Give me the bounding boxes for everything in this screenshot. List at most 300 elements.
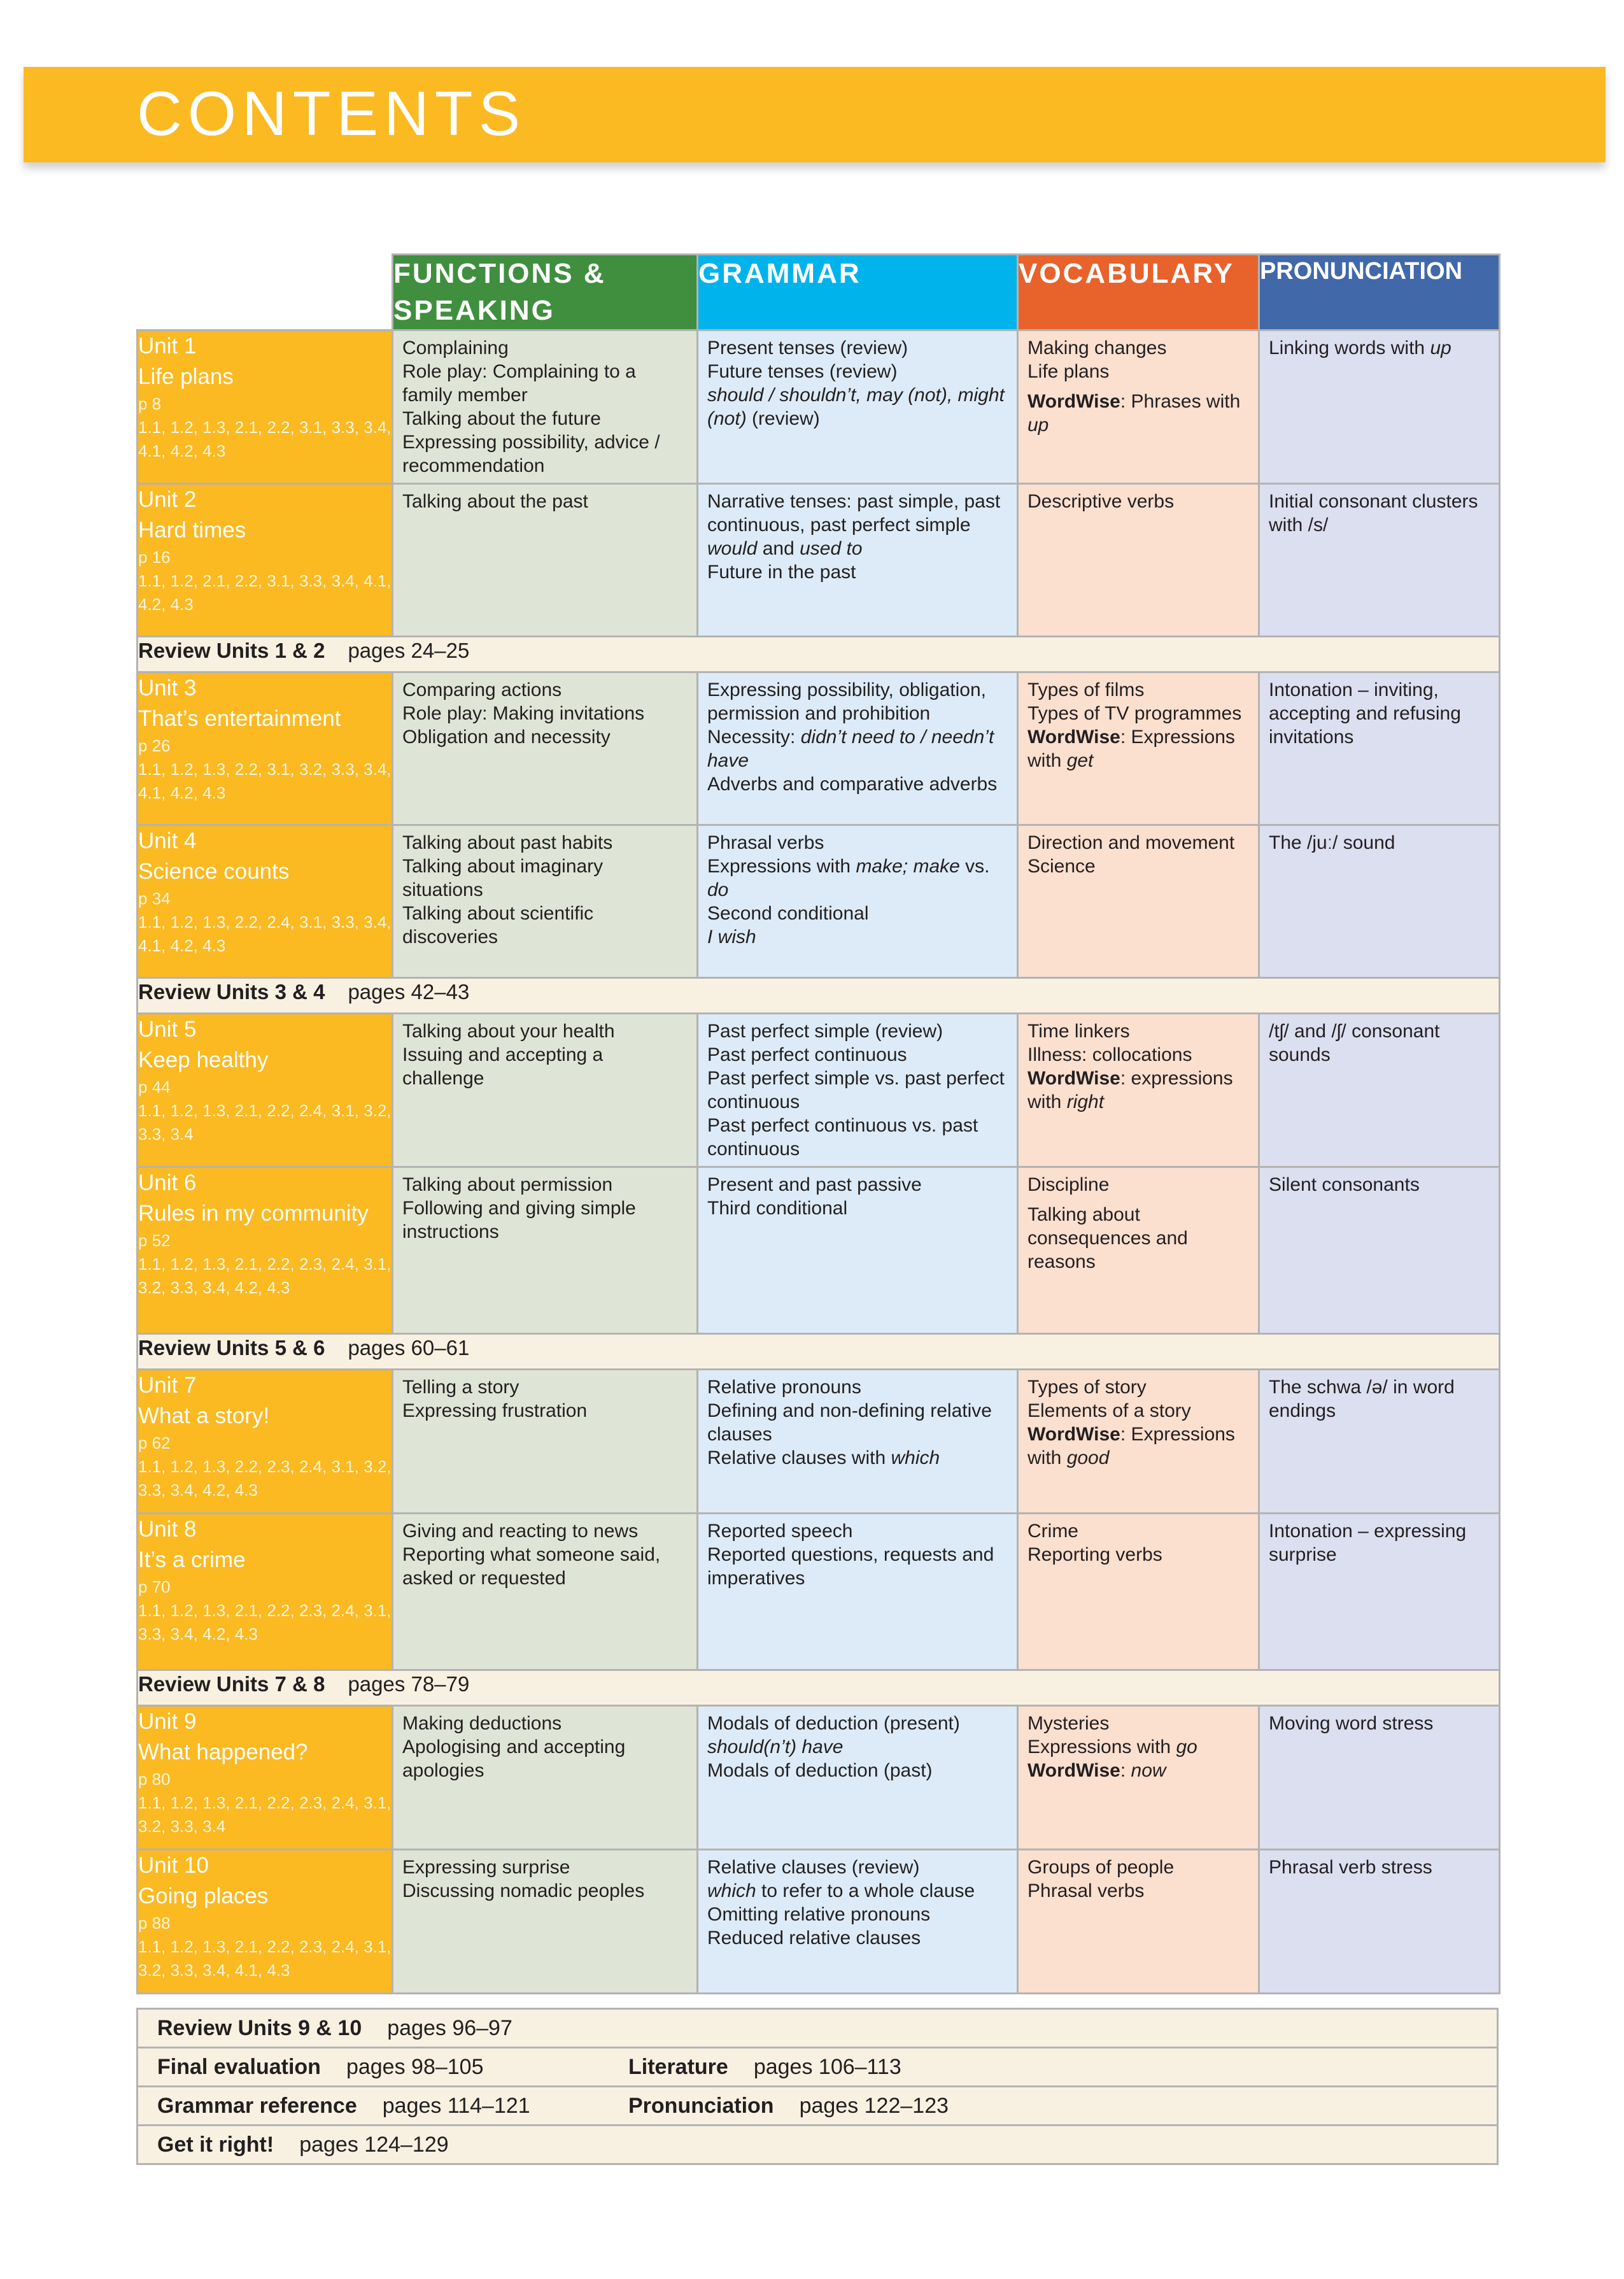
vocabulary-cell xyxy=(1018,1514,1259,1670)
unit-refs: 1.1, 1.2, 1.3, 2.2, 2.3, 2.4, 3.1, 3.2, 3.3, 3.4, 4.2, 4.3 xyxy=(138,1457,392,1500)
functions-entries xyxy=(393,1168,696,1249)
vocabulary-entries xyxy=(1019,331,1258,442)
functions-entry: Reporting what someone said, asked or requested xyxy=(402,1544,661,1589)
pronunciation-entries xyxy=(1260,485,1499,542)
vocabulary-entry xyxy=(1027,1759,1249,1782)
pronunciation-cell xyxy=(1259,1370,1500,1514)
unit-refs: 1.1, 1.2, 1.3, 2.1, 2.2, 2.3, 2.4, 3.1, 3.2, 3.3, 3.4, 4.2, 4.3 xyxy=(138,1254,392,1297)
review-label: Review Units 5 & 6 xyxy=(138,1336,325,1360)
functions-entry: Talking about the future xyxy=(402,408,601,429)
grammar-entry: Future in the past xyxy=(707,562,856,583)
functions-entry: Complaining xyxy=(402,337,509,359)
vocabulary-entry: Phrasal verbs xyxy=(1027,1880,1145,1901)
vocabulary-entry-part: now xyxy=(1131,1760,1166,1781)
grammar-entry: Past perfect simple vs. past perfect continuous xyxy=(707,1068,1005,1112)
review-pages: pages 78–79 xyxy=(348,1672,470,1696)
functions-entry: Role play: Making invitations xyxy=(402,703,645,724)
footer-cell xyxy=(138,2126,1498,2164)
vocabulary-cell xyxy=(1018,1370,1259,1514)
unit-page: p 16 xyxy=(138,548,171,567)
unit-page: p 80 xyxy=(138,1770,171,1789)
functions-cell xyxy=(393,1167,698,1334)
pronunciation-entry: Moving word stress xyxy=(1269,1713,1434,1734)
grammar-entries xyxy=(698,1514,1017,1595)
functions-entry: Talking about permission xyxy=(402,1174,613,1195)
functions-entry: Talking about your health xyxy=(402,1021,615,1042)
grammar-cell xyxy=(698,1370,1018,1514)
vocabulary-entry: Types of story xyxy=(1027,1377,1147,1398)
unit-row xyxy=(138,1167,1500,1334)
vocabulary-entry: Illness: collocations xyxy=(1027,1044,1192,1065)
grammar-cell xyxy=(698,1167,1018,1334)
footer-row xyxy=(138,2009,1498,2048)
grammar-entry-part: would xyxy=(707,538,758,559)
review-cell xyxy=(138,978,1500,1014)
review-label: Review Units 1 & 2 xyxy=(138,639,325,662)
unit-refs: 1.1, 1.2, 1.3, 2.2, 3.1, 3.2, 3.3, 3.4, 4.1, 4.2, 4.3 xyxy=(138,760,392,802)
functions-entries xyxy=(393,331,696,483)
pronunciation-cell xyxy=(1259,1706,1500,1850)
functions-cell xyxy=(393,1850,698,1994)
unit-row xyxy=(138,1850,1500,1994)
unit-cell xyxy=(138,1706,393,1850)
grammar-entry: Omitting relative pronouns xyxy=(707,1904,931,1925)
vocabulary-entry-part: : Expressions with xyxy=(1027,1424,1235,1468)
grammar-entries xyxy=(698,331,1017,436)
header-blank-cell xyxy=(138,255,393,330)
grammar-entry-part: (review) xyxy=(746,408,820,429)
unit-cell xyxy=(138,1514,393,1670)
unit-page: p 26 xyxy=(138,736,171,755)
functions-entry: Telling a story xyxy=(402,1377,519,1398)
grammar-entry-part: should(n’t) have xyxy=(707,1736,844,1757)
footer-row xyxy=(138,2126,1498,2164)
vocabulary-entry-part: up xyxy=(1027,415,1049,436)
vocabulary-entries xyxy=(1019,485,1258,518)
unit-refs: 1.1, 1.2, 1.3, 2.1, 2.2, 3.1, 3.3, 3.4, 4.1, 4.2, 4.3 xyxy=(138,418,392,460)
grammar-entry: Third conditional xyxy=(707,1198,848,1219)
vocabulary-entries xyxy=(1019,673,1258,777)
grammar-entry-part: Expressions with xyxy=(707,856,856,877)
vocabulary-entry: Time linkers xyxy=(1027,1021,1130,1042)
unit-row xyxy=(138,672,1500,825)
unit-page: p 34 xyxy=(138,889,171,908)
unit-num: Unit 10 xyxy=(138,1853,209,1878)
grammar-entry-part: I wish xyxy=(707,927,756,948)
grammar-cell xyxy=(698,1850,1018,1994)
vocabulary-entry-part: good xyxy=(1066,1447,1110,1468)
grammar-entry xyxy=(707,1446,1008,1470)
functions-cell xyxy=(393,1706,698,1850)
functions-cell xyxy=(393,1514,698,1670)
vocabulary-cell xyxy=(1018,672,1259,825)
review-cell xyxy=(138,637,1500,672)
review-row xyxy=(138,978,1500,1014)
grammar-entry xyxy=(707,1735,1008,1759)
grammar-entries xyxy=(698,826,1017,954)
final-evaluation-pages: pages 98–105 xyxy=(346,2055,484,2079)
vocabulary-entry: Mysteries xyxy=(1027,1713,1110,1734)
vocabulary-entry: Direction and movement xyxy=(1027,832,1235,853)
grammar-entry: Present tenses (review) xyxy=(707,337,908,359)
grammar-entry-part: should / shouldn’t, may (not), might (not) xyxy=(707,385,1005,429)
functions-entry: Talking about imaginary situations xyxy=(402,856,604,900)
grammar-entry: Reduced relative clauses xyxy=(707,1928,921,1949)
functions-entry: Talking about scientific discoveries xyxy=(402,903,594,948)
unit-cell xyxy=(138,825,393,978)
grammar-entries xyxy=(698,1168,1017,1225)
functions-entry: Making deductions xyxy=(402,1713,562,1734)
grammar-entry: Modals of deduction (present) xyxy=(707,1713,960,1734)
unit-title: Life plans xyxy=(138,364,234,389)
vocabulary-entry: Types of films xyxy=(1027,679,1145,700)
pronunciation-entry: Phrasal verb stress xyxy=(1269,1857,1432,1878)
grammar-entry: Past perfect simple (review) xyxy=(707,1021,943,1042)
functions-cell xyxy=(393,1014,698,1167)
vocabulary-entry-part: : Phrases with xyxy=(1120,391,1241,412)
vocabulary-entry xyxy=(1027,1067,1249,1114)
grammar-entry: Future tenses (review) xyxy=(707,361,898,382)
review-pages: pages 60–61 xyxy=(348,1336,470,1360)
vocabulary-entry: Discipline xyxy=(1027,1174,1110,1195)
unit-cell xyxy=(138,1167,393,1334)
unit-title: Going places xyxy=(138,1884,269,1908)
pronunciation-label: Pronunciation xyxy=(628,2094,774,2118)
grammar-entry-part: do xyxy=(707,879,729,900)
grammar-entry-part: Necessity: xyxy=(707,727,801,748)
review-row xyxy=(138,1334,1500,1370)
contents-banner xyxy=(24,67,1606,162)
unit-refs: 1.1, 1.2, 1.3, 2.1, 2.2, 2.3, 2.4, 3.1, 3.2, 3.3, 3.4 xyxy=(138,1793,392,1836)
functions-entries xyxy=(393,1850,696,1908)
get-it-right-pages: pages 124–129 xyxy=(299,2133,449,2157)
review-row xyxy=(138,637,1500,672)
vocabulary-entry: Types of TV programmes xyxy=(1027,703,1242,724)
unit-cell xyxy=(138,1014,393,1167)
pronunciation-cell xyxy=(1259,1167,1500,1334)
literature-pages: pages 106–113 xyxy=(753,2055,901,2079)
grammar-entry: Present and past passive xyxy=(707,1174,922,1195)
header-vocabulary: VOCABULARY xyxy=(1018,255,1259,330)
unit-num: Unit 9 xyxy=(138,1709,197,1734)
contents-table xyxy=(136,253,1500,1994)
functions-entry: Talking about past habits xyxy=(402,832,613,853)
grammar-entry-part: didn’t need to / needn’t have xyxy=(707,727,994,771)
review-row xyxy=(138,1670,1500,1706)
functions-entries xyxy=(393,673,696,754)
vocabulary-cell xyxy=(1018,1167,1259,1334)
pronunciation-entries xyxy=(1260,826,1499,860)
vocabulary-entry: Elements of a story xyxy=(1027,1400,1191,1421)
unit-page: p 52 xyxy=(138,1231,171,1250)
functions-entry: Apologising and accepting apologies xyxy=(402,1736,626,1781)
unit-page: p 88 xyxy=(138,1913,171,1933)
vocabulary-entry xyxy=(1027,725,1249,772)
vocabulary-entry-part: go xyxy=(1176,1736,1197,1757)
unit-page: p 44 xyxy=(138,1077,171,1097)
vocabulary-entry xyxy=(1027,1735,1249,1759)
grammar-entry-part: which xyxy=(891,1447,940,1468)
pronunciation-entries xyxy=(1260,673,1499,754)
unit-refs: 1.1, 1.2, 1.3, 2.2, 2.4, 3.1, 3.3, 3.4, 4.1, 4.2, 4.3 xyxy=(138,912,392,955)
unit-refs: 1.1, 1.2, 1.3, 2.1, 2.2, 2.3, 2.4, 3.1, 3.3, 3.4, 4.2, 4.3 xyxy=(138,1601,392,1644)
unit-page: p 8 xyxy=(138,394,162,413)
unit-title: Science counts xyxy=(138,859,290,884)
grammar-entry xyxy=(707,925,1008,949)
vocabulary-entry-part: get xyxy=(1066,750,1094,771)
vocabulary-entries xyxy=(1019,1370,1258,1475)
unit-title: Rules in my community xyxy=(138,1201,369,1226)
grammar-cell xyxy=(698,672,1018,825)
unit-cell xyxy=(138,484,393,637)
unit-title: It’s a crime xyxy=(138,1547,246,1572)
functions-entry: Comparing actions xyxy=(402,679,562,700)
grammar-entry: Relative clauses (review) xyxy=(707,1857,920,1878)
pronunciation-entry: Intonation – expressing surprise xyxy=(1269,1521,1467,1565)
grammar-entry xyxy=(707,383,1008,430)
grammar-entry: Second conditional xyxy=(707,903,869,924)
vocabulary-cell xyxy=(1018,1850,1259,1994)
pronunciation-entries xyxy=(1260,1850,1499,1884)
unit-row xyxy=(138,1014,1500,1167)
pronunciation-pages: pages 122–123 xyxy=(799,2094,949,2118)
grammar-entries xyxy=(698,1707,1017,1787)
unit-num: Unit 6 xyxy=(138,1170,197,1195)
grammar-entry: Past perfect continuous xyxy=(707,1044,907,1065)
vocabulary-entries xyxy=(1019,826,1258,883)
grammar-cell xyxy=(698,330,1018,484)
grammar-entry-part: make; make xyxy=(856,856,960,877)
review-pages: pages 24–25 xyxy=(348,639,470,662)
review-label: Review Units 7 & 8 xyxy=(138,1672,325,1696)
vocabulary-entry-part: WordWise xyxy=(1027,1068,1120,1089)
unit-num: Unit 5 xyxy=(138,1017,197,1042)
unit-cell xyxy=(138,672,393,825)
functions-entry: Expressing surprise xyxy=(402,1857,570,1878)
pronunciation-entries xyxy=(1260,1014,1499,1072)
vocabulary-entries xyxy=(1019,1168,1258,1279)
page-title: CONTENTS xyxy=(137,78,526,148)
grammar-cell xyxy=(698,1706,1018,1850)
unit-row xyxy=(138,1706,1500,1850)
vocabulary-entry: Groups of people xyxy=(1027,1857,1175,1878)
pronunciation-entry-part: up xyxy=(1430,337,1451,359)
pronunciation-entries xyxy=(1260,1168,1499,1202)
review-label: Review Units 3 & 4 xyxy=(138,980,325,1004)
vocabulary-entry-part: WordWise xyxy=(1027,391,1120,412)
vocabulary-entry-part: : Expressions with xyxy=(1027,727,1235,771)
unit-refs: 1.1, 1.2, 1.3, 2.1, 2.2, 2.4, 3.1, 3.2, 3.3, 3.4 xyxy=(138,1101,392,1144)
functions-entries xyxy=(393,485,696,518)
pronunciation-entries xyxy=(1260,1514,1499,1572)
vocabulary-cell xyxy=(1018,1014,1259,1167)
grammar-entries xyxy=(698,1014,1017,1166)
unit-row xyxy=(138,1514,1500,1670)
functions-entries xyxy=(393,826,696,954)
review-pages: pages 42–43 xyxy=(348,980,470,1004)
grammar-entry: Reported speech xyxy=(707,1521,853,1542)
vocabulary-entry: Making changes xyxy=(1027,337,1167,359)
unit-refs: 1.1, 1.2, 2.1, 2.2, 3.1, 3.3, 3.4, 4.1, 4.2, 4.3 xyxy=(138,571,392,614)
unit-rows xyxy=(138,330,1500,1994)
pronunciation-entries xyxy=(1260,1707,1499,1740)
pronunciation-cell xyxy=(1259,672,1500,825)
unit-num: Unit 3 xyxy=(138,676,197,700)
grammar-entries xyxy=(698,485,1017,589)
grammar-entry-part: which xyxy=(707,1880,756,1901)
functions-entry: Issuing and accepting a challenge xyxy=(402,1044,604,1089)
pronunciation-entry: /tʃ/ and /ʃ/ consonant sounds xyxy=(1269,1021,1440,1065)
vocabulary-entries xyxy=(1019,1514,1258,1572)
pronunciation-entry: The /juː/ sound xyxy=(1269,832,1395,853)
unit-page: p 70 xyxy=(138,1577,171,1596)
vocabulary-entry-part: : xyxy=(1120,1760,1131,1781)
unit-row xyxy=(138,1370,1500,1514)
unit-title: That’s entertainment xyxy=(138,706,341,731)
grammar-cell xyxy=(698,484,1018,637)
pronunciation-entries xyxy=(1260,1370,1499,1428)
unit-title: Hard times xyxy=(138,518,246,543)
vocabulary-cell xyxy=(1018,484,1259,637)
literature-label: Literature xyxy=(628,2055,728,2079)
grammar-entry: Defining and non-defining relative clauses xyxy=(707,1400,992,1445)
unit-title: What a story! xyxy=(138,1403,270,1428)
grammar-cell xyxy=(698,1014,1018,1167)
footer-row xyxy=(138,2087,1498,2126)
grammar-entry-part: vs. xyxy=(959,856,990,877)
pronunciation-cell xyxy=(1259,330,1500,484)
grammar-entries xyxy=(698,1850,1017,1955)
functions-entry: Following and giving simple instructions xyxy=(402,1198,636,1242)
grammar-entry: Phrasal verbs xyxy=(707,832,824,853)
unit-row xyxy=(138,825,1500,978)
pronunciation-entry-part: Linking words with xyxy=(1269,337,1430,359)
grammar-entry-part: Relative clauses with xyxy=(707,1447,891,1468)
functions-entry: Expressing frustration xyxy=(402,1400,588,1421)
functions-entries xyxy=(393,1370,696,1428)
functions-cell xyxy=(393,1370,698,1514)
grammar-entry-part: and xyxy=(757,538,800,559)
footer-cell xyxy=(138,2009,1498,2048)
functions-entries xyxy=(393,1707,696,1787)
functions-entries xyxy=(393,1514,696,1595)
unit-num: Unit 1 xyxy=(138,334,197,359)
functions-cell xyxy=(393,330,698,484)
vocabulary-entry: Life plans xyxy=(1027,361,1110,382)
unit-num: Unit 2 xyxy=(138,487,197,512)
vocabulary-entry: Descriptive verbs xyxy=(1027,491,1175,512)
grammar-entry xyxy=(707,855,1008,902)
pronunciation-entries xyxy=(1260,331,1499,365)
vocabulary-entry xyxy=(1027,390,1249,437)
grammar-cell xyxy=(698,1514,1018,1670)
pronunciation-cell xyxy=(1259,1850,1500,1994)
unit-row xyxy=(138,330,1500,484)
grammar-reference-pages: pages 114–121 xyxy=(382,2094,530,2118)
unit-title: Keep healthy xyxy=(138,1047,269,1072)
header-functions: FUNCTIONS & SPEAKING xyxy=(393,255,698,330)
vocabulary-entry: Science xyxy=(1027,856,1096,877)
vocabulary-cell xyxy=(1018,1706,1259,1850)
footer-cell xyxy=(138,2087,1498,2126)
header-grammar: GRAMMAR xyxy=(698,255,1018,330)
grammar-reference-label: Grammar reference xyxy=(157,2094,357,2118)
back-matter-table xyxy=(136,2008,1499,2165)
pronunciation-cell xyxy=(1259,1014,1500,1167)
functions-cell xyxy=(393,825,698,978)
grammar-entries xyxy=(698,673,1017,801)
pronunciation-cell xyxy=(1259,484,1500,637)
pronunciation-entry: Initial consonant clusters with /s/ xyxy=(1269,491,1478,536)
final-evaluation-label: Final evaluation xyxy=(157,2055,321,2079)
unit-num: Unit 4 xyxy=(138,828,197,853)
vocabulary-cell xyxy=(1018,825,1259,978)
get-it-right-label: Get it right! xyxy=(157,2133,274,2157)
unit-num: Unit 7 xyxy=(138,1373,197,1398)
grammar-entry xyxy=(707,725,1008,772)
grammar-entry: Expressing possibility, obligation, permission and prohibition xyxy=(707,679,987,724)
review-cell xyxy=(138,1334,1500,1370)
grammar-entry: Relative pronouns xyxy=(707,1377,861,1398)
pronunciation-entry xyxy=(1269,336,1490,360)
grammar-entry: Narrative tenses: past simple, past continuous, past perfect simple xyxy=(707,491,1001,536)
unit-cell xyxy=(138,330,393,484)
functions-entry: Talking about the past xyxy=(402,491,588,512)
grammar-entry: Adverbs and comparative adverbs xyxy=(707,774,998,795)
header-pronunciation: PRONUNCIATION xyxy=(1259,255,1500,330)
vocabulary-entry: Reporting verbs xyxy=(1027,1544,1162,1565)
review-cell xyxy=(138,1670,1500,1706)
unit-cell xyxy=(138,1850,393,1994)
grammar-entry xyxy=(707,537,1008,560)
review-units-9-10-pages: pages 96–97 xyxy=(387,2016,512,2040)
grammar-entry-part: used to xyxy=(800,538,863,559)
functions-entry: Obligation and necessity xyxy=(402,727,611,748)
header-row xyxy=(138,255,1500,330)
footer-cell xyxy=(138,2048,1498,2087)
grammar-entries xyxy=(698,1370,1017,1475)
unit-refs: 1.1, 1.2, 1.3, 2.1, 2.2, 2.3, 2.4, 3.1, 3.2, 3.3, 3.4, 4.1, 4.3 xyxy=(138,1937,392,1980)
vocabulary-entry-part: right xyxy=(1066,1091,1105,1112)
pronunciation-entry: Silent consonants xyxy=(1269,1174,1420,1195)
grammar-entry: Modals of deduction (past) xyxy=(707,1760,933,1781)
footer-row xyxy=(138,2048,1498,2087)
unit-num: Unit 8 xyxy=(138,1517,197,1542)
functions-cell xyxy=(393,672,698,825)
unit-cell xyxy=(138,1370,393,1514)
grammar-entry xyxy=(707,1879,1008,1903)
unit-row xyxy=(138,484,1500,637)
pronunciation-entry: Intonation – inviting, accepting and refusing invitations xyxy=(1269,679,1461,748)
grammar-entry: Past perfect continuous vs. past continuous xyxy=(707,1115,978,1160)
unit-title: What happened? xyxy=(138,1740,308,1764)
vocabulary-entry-part: Expressions with xyxy=(1027,1736,1176,1757)
vocabulary-entry-part: WordWise xyxy=(1027,1424,1120,1445)
vocabulary-entries xyxy=(1019,1850,1258,1908)
pronunciation-cell xyxy=(1259,1514,1500,1670)
pronunciation-cell xyxy=(1259,825,1500,978)
vocabulary-entries xyxy=(1019,1707,1258,1787)
unit-page: p 62 xyxy=(138,1433,171,1452)
review-units-9-10-label: Review Units 9 & 10 xyxy=(157,2016,362,2040)
pronunciation-entry: The schwa /ə/ in word endings xyxy=(1269,1377,1455,1421)
grammar-entry-part: to refer to a whole clause xyxy=(756,1880,975,1901)
vocabulary-entry-part: : expressions with xyxy=(1027,1068,1233,1112)
vocabulary-entry-part: WordWise xyxy=(1027,727,1120,748)
vocabulary-entry: Talking about consequences and reasons xyxy=(1027,1204,1188,1272)
vocabulary-entry-part: WordWise xyxy=(1027,1760,1120,1781)
functions-entries xyxy=(393,1014,696,1095)
